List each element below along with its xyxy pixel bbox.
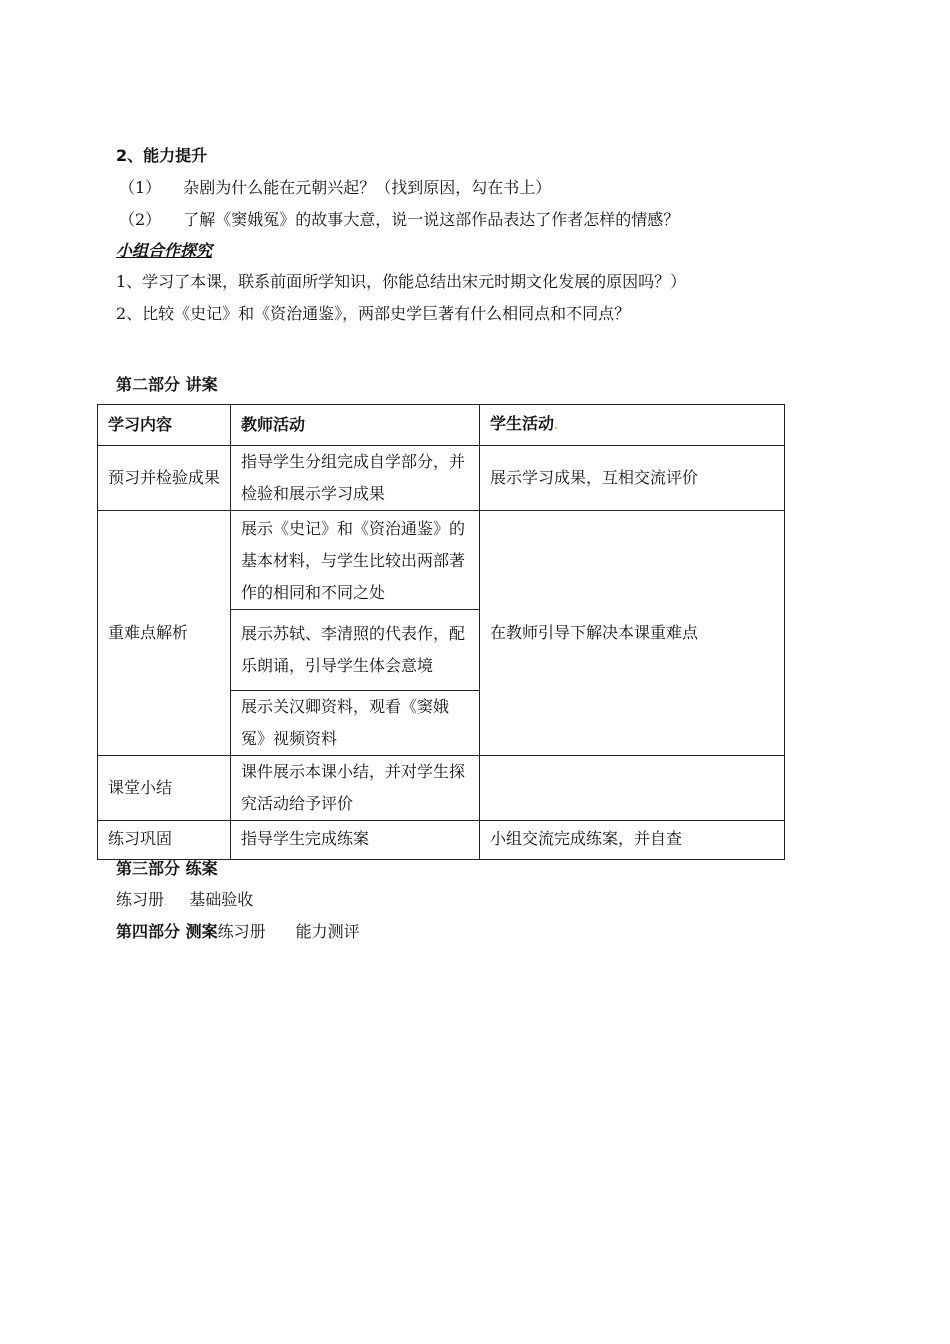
- group-inquiry-heading: 小组合作探究: [116, 241, 213, 260]
- part3-title: 第三部分 练案: [116, 859, 218, 878]
- table-row: [98, 511, 785, 610]
- lesson-plan-table: [97, 404, 785, 860]
- header-student: 学生活动.: [480, 405, 785, 446]
- cell-content: 练习巩固: [98, 821, 231, 860]
- question-text: 杂剧为什么能在元朝兴起？（找到原因，勾在书上）: [183, 178, 552, 197]
- cell-content: 预习并检验成果: [98, 446, 231, 511]
- ability-question-2: [119, 209, 679, 231]
- ability-heading: 2、能力提升: [116, 146, 208, 165]
- table-row: [98, 756, 785, 821]
- group-question-1: 1、学习了本课，联系前面所学知识，你能总结出宋元时期文化发展的原因吗？）: [116, 272, 687, 291]
- question-text: 了解《窦娥冤》的故事大意，说一说这部作品表达了作者怎样的情感？: [183, 210, 680, 229]
- cell-teacher: 展示关汉卿资料，观看《窦娥冤》视频资料: [231, 691, 480, 756]
- exercise-label: 基础验收: [189, 890, 254, 909]
- workbook-label: 练习册: [116, 890, 165, 909]
- group-question-2: 2、比较《史记》和《资治通鉴》，两部史学巨著有什么相同点和不同点？: [116, 304, 631, 323]
- cell-teacher: 指导学生完成练案: [231, 821, 480, 860]
- cell-content: 课堂小结: [98, 756, 231, 821]
- cell-teacher: 课件展示本课小结，并对学生探究活动给予评价: [231, 756, 480, 821]
- workbook-label: 练习册: [217, 922, 266, 941]
- table-row: [98, 446, 785, 511]
- question-number: （2）: [119, 210, 162, 229]
- cell-student: 在教师引导下解决本课重难点: [480, 511, 785, 756]
- cell-student: 展示学习成果，互相交流评价: [480, 446, 785, 511]
- cell-student: 小组交流完成练案，并自查: [480, 821, 785, 860]
- part3-content: 练习册. 基础验收: [116, 890, 254, 909]
- part4-line: [116, 921, 360, 943]
- question-number: （1）: [119, 178, 162, 197]
- table-row: [98, 821, 785, 860]
- part4-title: 第四部分 测案: [116, 922, 218, 941]
- part2-title: 第二部分 讲案: [116, 375, 218, 394]
- cell-teacher: 展示苏轼、李清照的代表作，配乐朗诵，引导学生体会意境: [231, 610, 480, 691]
- header-content: 学习内容: [98, 405, 231, 446]
- ability-question-1: [119, 177, 551, 199]
- table-header-row: [98, 405, 785, 446]
- cell-teacher: 展示《史记》和《资治通鉴》的基本材料，与学生比较出两部著作的相同和不同之处: [231, 511, 480, 610]
- header-teacher: 教师活动: [231, 405, 480, 446]
- cell-teacher: 指导学生分组完成自学部分，并检验和展示学习成果: [231, 446, 480, 511]
- cell-student: [480, 756, 785, 821]
- exercise-label: 能力测评: [295, 922, 360, 941]
- cell-content: 重难点解析: [98, 511, 231, 756]
